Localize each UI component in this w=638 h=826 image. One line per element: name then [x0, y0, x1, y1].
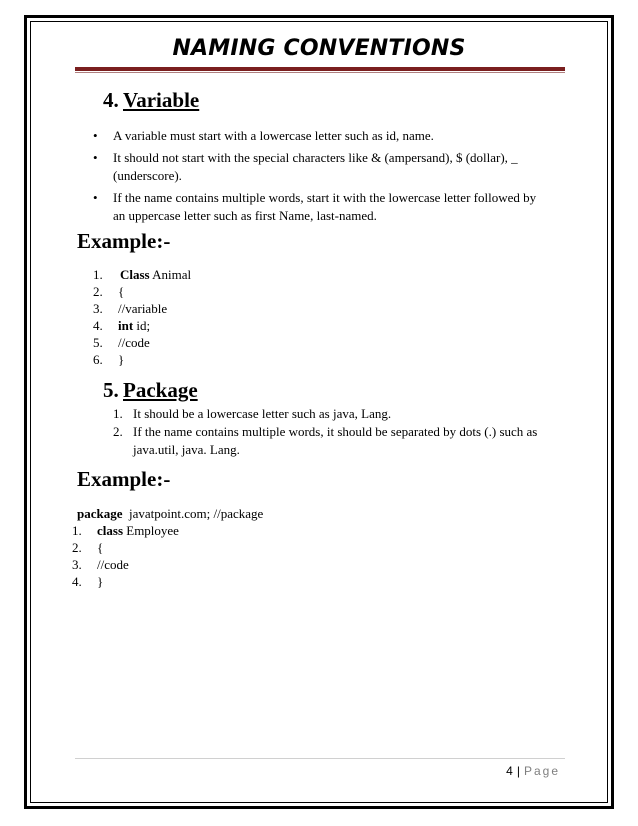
package-heading — [103, 378, 198, 403]
code-text: //code — [118, 335, 150, 350]
footer-separator: | — [516, 764, 520, 778]
line-number: 1. — [72, 523, 82, 538]
list-item: • It should not start with the special characters like & (ampersand), $ (dollar), _ (underscore). — [93, 149, 543, 185]
header-rule-thin — [75, 72, 565, 73]
code-keyword: int — [118, 318, 134, 333]
page-title: NAMING CONVENTIONS — [172, 36, 466, 61]
item-number: 1. — [113, 406, 123, 421]
code-text: //variable — [118, 301, 168, 316]
code-line — [72, 522, 179, 539]
code-text: id; — [133, 318, 151, 333]
code-line — [77, 505, 263, 522]
list-item — [113, 405, 543, 423]
item-number: 2. — [113, 424, 123, 439]
variable-heading-text: Variable — [123, 88, 200, 112]
list-item — [113, 423, 543, 459]
code-keyword: package — [77, 506, 123, 521]
code-text: javatpoint.com; //package — [122, 506, 264, 521]
code-keyword: Class — [120, 267, 150, 282]
code-line — [72, 573, 179, 590]
list-item: • If the name contains multiple words, start it with the lowercase letter followed by an uppercase letter such as first Name, last-named. — [93, 189, 543, 225]
code-line — [93, 351, 191, 368]
line-number: 2. — [93, 284, 103, 299]
code-text: Employee — [123, 523, 179, 538]
code-line — [93, 300, 191, 317]
code-line — [93, 317, 191, 334]
line-number: 6. — [93, 352, 103, 367]
page-word: Page — [523, 764, 560, 778]
code-line — [72, 556, 179, 573]
item-text: It should be a lowercase letter such as java, Lang. — [133, 406, 392, 421]
list-item: • A variable must start with a lowercase letter such as id, name. — [93, 127, 543, 145]
code-text: { — [97, 540, 104, 555]
line-number: 2. — [72, 540, 82, 555]
line-number: 3. — [93, 301, 103, 316]
code-keyword: class — [97, 523, 123, 538]
code-text: } — [118, 352, 125, 367]
example-label-2: Example:- — [77, 467, 171, 491]
line-number: 4. — [72, 574, 82, 589]
code-line — [93, 334, 191, 351]
code-text: Animal — [149, 267, 192, 282]
line-number: 4. — [93, 318, 103, 333]
package-rules-list — [113, 405, 543, 459]
example-code-2 — [77, 505, 263, 522]
example-label-1: Example:- — [77, 229, 171, 253]
header-rule — [75, 67, 565, 71]
example-code-2-lines — [72, 522, 179, 590]
code-text: } — [97, 574, 104, 589]
code-text: { — [118, 284, 125, 299]
code-line — [72, 539, 179, 556]
variable-heading-number: 4. — [103, 88, 119, 112]
page-footer — [506, 764, 560, 778]
variable-heading — [103, 88, 199, 113]
example-code-1 — [93, 266, 191, 368]
line-number: 5. — [93, 335, 103, 350]
package-heading-text: Package — [123, 378, 198, 402]
code-text: //code — [97, 557, 129, 572]
line-number: 3. — [72, 557, 82, 572]
item-text: If the name contains multiple words, it should be separated by dots (.) such as java.util, java. Lang. — [133, 424, 538, 457]
package-heading-number: 5. — [103, 378, 119, 402]
code-line — [93, 266, 191, 283]
footer-rule — [75, 758, 565, 759]
line-number: 1. — [93, 267, 103, 282]
variable-rules-list — [93, 127, 543, 228]
page-number: 4 — [506, 764, 513, 778]
code-line — [93, 283, 191, 300]
